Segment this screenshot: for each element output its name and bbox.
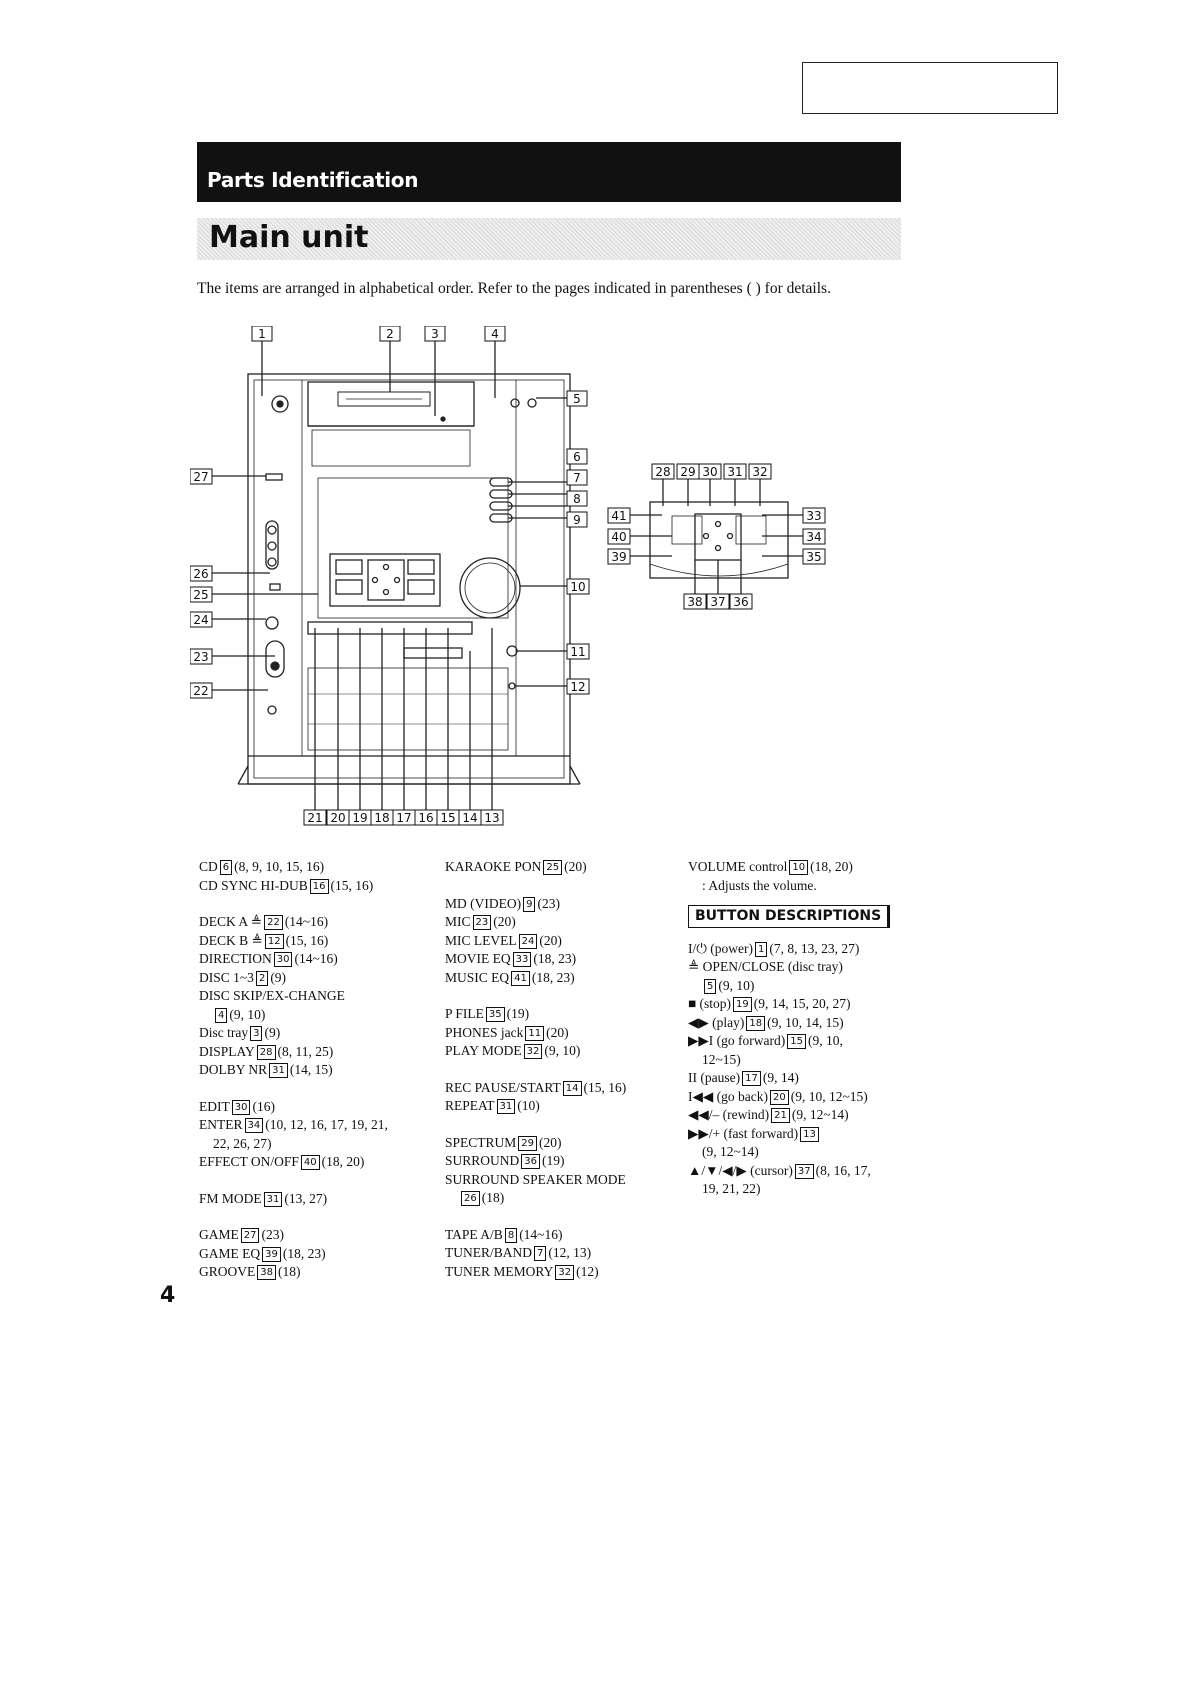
- index-entry: [445, 1152, 685, 1171]
- entry-label: GAME EQ: [199, 1245, 261, 1261]
- index-entry: [688, 1106, 923, 1125]
- entry-number: 10: [789, 860, 808, 875]
- index-entry: [445, 1005, 685, 1024]
- page-number: 4: [160, 1283, 176, 1308]
- entry-number: 5: [704, 979, 716, 994]
- callout-10: 10: [570, 580, 586, 594]
- callout-13: 13: [484, 811, 500, 825]
- entry-pages: (15, 16): [583, 1079, 627, 1095]
- entry-pages: (23): [261, 1227, 284, 1242]
- callout-17: 17: [396, 811, 412, 825]
- entry-pages: (14~16): [294, 951, 338, 966]
- entry-label: 12~15): [702, 1051, 741, 1067]
- entry-label: I/⏻ (power): [688, 940, 754, 956]
- index-entry: [445, 1263, 685, 1282]
- callout-23: 23: [193, 650, 209, 664]
- entry-number: 8: [505, 1228, 517, 1243]
- index-entry: [445, 1024, 685, 1043]
- index-entry: [199, 858, 429, 877]
- index-continuation: [199, 1135, 429, 1154]
- entry-label: ◀◀/– (rewind): [688, 1107, 770, 1122]
- callout-25: 25: [193, 588, 209, 602]
- index-column-b: [445, 858, 685, 1281]
- entry-number: 19: [733, 997, 752, 1012]
- corner-box: [802, 62, 1058, 114]
- index-entry: [445, 1134, 685, 1153]
- entry-label: MIC: [445, 914, 471, 929]
- callout-22: 22: [193, 684, 209, 698]
- entry-label: CD SYNC HI-DUB: [199, 877, 308, 893]
- callout-2: 2: [386, 327, 394, 341]
- entry-label: MD (VIDEO): [445, 895, 522, 911]
- callout-4: 4: [491, 327, 499, 341]
- index-entry: [199, 1153, 429, 1172]
- spacer: [199, 1080, 429, 1098]
- entry-number: 11: [525, 1026, 544, 1041]
- entry-label: PHONES jack: [445, 1024, 524, 1040]
- entry-pages: (18, 23): [531, 969, 575, 985]
- callout-40: 40: [611, 530, 627, 544]
- entry-number: 37: [795, 1164, 814, 1179]
- index-entry: [199, 877, 429, 896]
- entry-label: II (pause): [688, 1070, 741, 1085]
- entry-number: 29: [518, 1136, 537, 1151]
- entry-label: REPEAT: [445, 1098, 495, 1113]
- entry-pages: (20): [564, 859, 587, 874]
- index-entry: [688, 940, 923, 959]
- entry-number: 30: [232, 1100, 251, 1115]
- index-entry: [445, 950, 685, 969]
- entry-pages: (14, 15): [289, 1062, 333, 1077]
- callout-31: 31: [727, 465, 743, 479]
- entry-pages: (20): [493, 914, 516, 929]
- callout-7: 7: [573, 471, 581, 485]
- entry-pages: (9, 10): [544, 1043, 581, 1058]
- index-entry: [199, 1024, 429, 1043]
- callout-33: 33: [806, 509, 822, 523]
- entry-number: 28: [257, 1045, 276, 1060]
- entry-number: 16: [310, 879, 329, 894]
- index-entry: [445, 1226, 685, 1245]
- index-entry: [199, 987, 429, 1006]
- entry-pages: (19): [506, 1006, 530, 1021]
- callout-21: 21: [307, 811, 323, 825]
- callout-39: 39: [611, 550, 627, 564]
- index-entry: [199, 1263, 429, 1282]
- entry-pages: (15, 16): [285, 932, 329, 948]
- entry-number: 25: [543, 860, 562, 875]
- entry-label: SURROUND: [445, 1153, 520, 1168]
- entry-pages: (9, 14, 15, 20, 27): [753, 996, 851, 1011]
- entry-label: DISPLAY: [199, 1043, 255, 1059]
- entry-pages: (14~16): [284, 914, 329, 929]
- index-entry: [445, 1042, 685, 1061]
- index-entry: [688, 1162, 923, 1181]
- entry-pages: (10, 12, 16, 17, 19, 21,: [265, 1117, 388, 1132]
- entry-pages: (18): [277, 1264, 301, 1279]
- entry-pages: (9, 10): [229, 1006, 266, 1022]
- index-entry: [445, 858, 685, 877]
- callout-30: 30: [702, 465, 718, 479]
- index-entry: [199, 932, 429, 951]
- entry-label: ◀▶ (play): [688, 1014, 745, 1030]
- entry-number: 3: [250, 1026, 262, 1041]
- callout-34: 34: [806, 530, 822, 544]
- unit-body: [248, 374, 570, 784]
- index-entry: [199, 950, 429, 969]
- entry-label: DISC SKIP/EX-CHANGE: [199, 988, 345, 1003]
- entry-pages: (9, 10, 14, 15): [767, 1014, 844, 1030]
- entry-label: TUNER/BAND: [445, 1245, 532, 1260]
- index-entry: [199, 1245, 429, 1264]
- entry-number: 22: [264, 915, 283, 930]
- button-descriptions-list: [688, 940, 923, 1199]
- callout-27: 27: [193, 470, 209, 484]
- callout-8: 8: [573, 492, 581, 506]
- entry-pages: (9, 10, 12~15): [790, 1088, 868, 1104]
- section-header: [197, 142, 901, 202]
- entry-pages: (8, 11, 25): [277, 1043, 334, 1059]
- entry-number: 27: [241, 1228, 260, 1243]
- index-continuation: [688, 877, 923, 896]
- entry-pages: (19): [542, 1153, 565, 1168]
- index-entry: [445, 1171, 685, 1190]
- entry-number: 7: [534, 1246, 546, 1261]
- entry-number: 20: [770, 1090, 789, 1105]
- entry-pages: (9, 10,: [807, 1033, 843, 1048]
- entry-number: 38: [257, 1265, 276, 1280]
- callout-3: 3: [431, 327, 439, 341]
- entry-pages: (20): [546, 1024, 569, 1040]
- index-continuation: [445, 1189, 685, 1208]
- entry-label: ▶▶/+ (fast forward): [688, 1125, 799, 1141]
- index-entry: [199, 1098, 429, 1117]
- index-entry: [688, 858, 923, 877]
- section-title: Parts Identification: [207, 168, 419, 192]
- entry-number: 34: [245, 1118, 264, 1133]
- index-column-a: [199, 858, 429, 1282]
- entry-number: 26: [461, 1191, 480, 1206]
- callout-9: 9: [573, 513, 581, 527]
- index-column-c: [688, 858, 923, 1199]
- entry-pages: (18, 20): [810, 859, 853, 874]
- callout-36: 36: [733, 595, 749, 609]
- entry-pages: (13, 27): [284, 1190, 328, 1206]
- index-entry: [688, 995, 923, 1014]
- entry-number: 33: [513, 952, 532, 967]
- spacer: [445, 1061, 685, 1079]
- index-continuation: [688, 1143, 923, 1162]
- entry-label: MIC LEVEL: [445, 932, 517, 948]
- index-entry: [199, 1190, 429, 1209]
- entry-number: 32: [555, 1265, 574, 1280]
- entry-pages: (18, 23): [533, 951, 577, 966]
- entry-pages: (9, 14): [762, 1070, 799, 1085]
- entry-number: 4: [215, 1008, 227, 1023]
- callout-16: 16: [418, 811, 434, 825]
- entry-pages: (14~16): [519, 1226, 563, 1242]
- entry-pages: (10): [517, 1098, 540, 1113]
- entry-number: 24: [519, 934, 538, 949]
- entry-label: CD: [199, 859, 218, 874]
- entry-number: 31: [497, 1099, 516, 1114]
- entry-label: ≜ OPEN/CLOSE (disc tray): [688, 959, 843, 974]
- spacer: [445, 1116, 685, 1134]
- entry-number: 21: [771, 1108, 790, 1123]
- entry-pages: (18): [481, 1190, 505, 1205]
- callout-11: 11: [570, 645, 586, 659]
- entry-pages: (16): [252, 1098, 275, 1114]
- entry-label: ▶▶I (go forward): [688, 1033, 786, 1048]
- entry-label: GROOVE: [199, 1264, 256, 1279]
- entry-number: 31: [264, 1192, 283, 1207]
- entry-number: 6: [220, 860, 232, 875]
- entry-pages: (9, 10): [718, 977, 755, 993]
- main-unit-diagram: [190, 326, 910, 848]
- entry-label: PLAY MODE: [445, 1043, 522, 1058]
- entry-number: 2: [256, 971, 268, 986]
- index-continuation: [199, 1006, 429, 1025]
- entry-label: MOVIE EQ: [445, 951, 511, 966]
- entry-number: 30: [274, 952, 293, 967]
- callout-24: 24: [193, 613, 209, 627]
- index-entry: [199, 1043, 429, 1062]
- entry-number: 23: [473, 915, 492, 930]
- entry-pages: (20): [539, 1134, 562, 1150]
- entry-number: 12: [265, 934, 284, 949]
- entry-number: 32: [524, 1044, 543, 1059]
- entry-label: REC PAUSE/START: [445, 1079, 561, 1095]
- entry-label: 19, 21, 22): [702, 1181, 761, 1196]
- entry-pages: (18, 23): [282, 1245, 326, 1261]
- entry-number: 9: [523, 897, 535, 912]
- index-entry: [688, 1032, 923, 1051]
- entry-pages: (8, 16, 17,: [815, 1162, 871, 1178]
- index-continuation: [688, 1180, 923, 1199]
- callout-26: 26: [193, 567, 209, 581]
- entry-number: 41: [511, 971, 530, 986]
- index-entry: [688, 1014, 923, 1033]
- index-entry: [688, 1125, 923, 1144]
- index-entry: [445, 969, 685, 988]
- entry-label: ■ (stop): [688, 996, 732, 1011]
- entry-label: MUSIC EQ: [445, 969, 510, 985]
- entry-pages: (12, 13): [548, 1245, 592, 1260]
- entry-pages: (9, 12~14): [791, 1107, 849, 1122]
- entry-label: (9, 12~14): [702, 1144, 759, 1159]
- subsection-header: [197, 218, 901, 260]
- spacer: [445, 1208, 685, 1226]
- entry-label: P FILE: [445, 1006, 484, 1021]
- entry-label: Disc tray: [199, 1025, 249, 1040]
- entry-label: DIRECTION: [199, 951, 272, 966]
- spacer: [445, 987, 685, 1005]
- callout-29: 29: [680, 465, 696, 479]
- index-continuation: [688, 977, 923, 996]
- entry-pages: (9): [264, 1025, 281, 1040]
- entry-number: 31: [269, 1063, 288, 1078]
- index-entry: [199, 969, 429, 988]
- entry-number: 36: [521, 1154, 540, 1169]
- entry-pages: (23): [537, 895, 560, 911]
- entry-label: VOLUME control: [688, 859, 788, 874]
- entry-pages: (15, 16): [330, 877, 374, 893]
- spacer: [445, 877, 685, 895]
- spacer: [199, 1172, 429, 1190]
- entry-label: SPECTRUM: [445, 1134, 517, 1150]
- callout-6: 6: [573, 450, 581, 464]
- entry-label: : Adjusts the volume.: [702, 877, 817, 893]
- spacer: [199, 895, 429, 913]
- callout-12: 12: [570, 680, 586, 694]
- entry-number: 40: [301, 1155, 320, 1170]
- entry-pages: (20): [539, 932, 562, 948]
- callout-20: 20: [330, 811, 346, 825]
- index-entry: [199, 913, 429, 932]
- entry-pages: (9): [270, 969, 287, 985]
- entry-label: ▲/▼/◀/▶ (cursor): [688, 1162, 793, 1178]
- index-entry: [199, 1061, 429, 1080]
- index-entry: [688, 958, 923, 977]
- index-entry: [445, 895, 685, 914]
- entry-label: EDIT: [199, 1098, 230, 1114]
- index-entry: [199, 1116, 429, 1135]
- callout-15: 15: [440, 811, 456, 825]
- entry-label: ENTER: [199, 1117, 243, 1132]
- entry-number: 39: [262, 1247, 281, 1262]
- entry-label: 22, 26, 27): [213, 1135, 272, 1151]
- entry-label: EFFECT ON/OFF: [199, 1154, 299, 1169]
- entry-label: GAME: [199, 1227, 239, 1242]
- entry-pages: (8, 9, 10, 15, 16): [234, 859, 325, 874]
- entry-label: DECK B ≜: [199, 932, 263, 948]
- entry-pages: (12): [576, 1263, 599, 1279]
- entry-number: 1: [755, 942, 767, 957]
- callout-18: 18: [374, 811, 390, 825]
- entry-label: SURROUND SPEAKER MODE: [445, 1171, 626, 1187]
- callout-14: 14: [462, 811, 478, 825]
- entry-label: DOLBY NR: [199, 1062, 268, 1077]
- intro-text: The items are arranged in alphabetical order. Refer to the pages indicated in parentheses ( ) for details.: [197, 280, 831, 297]
- entry-pages: (18, 20): [321, 1154, 365, 1169]
- callout-35: 35: [806, 550, 822, 564]
- index-entry: [688, 1069, 923, 1088]
- entry-label: DISC 1~3: [199, 969, 254, 985]
- spacer: [199, 1208, 429, 1226]
- callout-1: 1: [258, 327, 266, 341]
- entry-number: 18: [746, 1016, 765, 1031]
- entry-label: DECK A ≜: [199, 914, 263, 929]
- entry-label: I◀◀ (go back): [688, 1088, 768, 1104]
- index-entry: [445, 1079, 685, 1098]
- callout-38: 38: [687, 595, 703, 609]
- entry-number: 17: [742, 1071, 761, 1086]
- callout-41: 41: [611, 509, 627, 523]
- index-continuation: [688, 1051, 923, 1070]
- volume-entries: [688, 858, 923, 895]
- entry-label: TAPE A/B: [445, 1226, 503, 1242]
- callout-28: 28: [655, 465, 671, 479]
- index-entry: [688, 1088, 923, 1107]
- callout-37: 37: [710, 595, 726, 609]
- entry-number: 35: [486, 1007, 505, 1022]
- callout-32: 32: [752, 465, 768, 479]
- callout-5: 5: [573, 392, 581, 406]
- index-entry: [445, 913, 685, 932]
- index-entry: [445, 1097, 685, 1116]
- index-entry: [445, 1244, 685, 1263]
- entry-label: KARAOKE PON: [445, 859, 542, 874]
- index-entry: [445, 932, 685, 951]
- button-descriptions-title: BUTTON DESCRIPTIONS: [688, 905, 890, 928]
- subsection-title: Main unit: [209, 220, 369, 255]
- callout-19: 19: [352, 811, 368, 825]
- entry-number: 14: [563, 1081, 582, 1096]
- entry-label: FM MODE: [199, 1190, 262, 1206]
- entry-number: 15: [787, 1034, 806, 1049]
- entry-number: 13: [800, 1127, 819, 1142]
- entry-label: TUNER MEMORY: [445, 1263, 554, 1279]
- index-entry: [199, 1226, 429, 1245]
- entry-pages: (7, 8, 13, 23, 27): [769, 940, 860, 956]
